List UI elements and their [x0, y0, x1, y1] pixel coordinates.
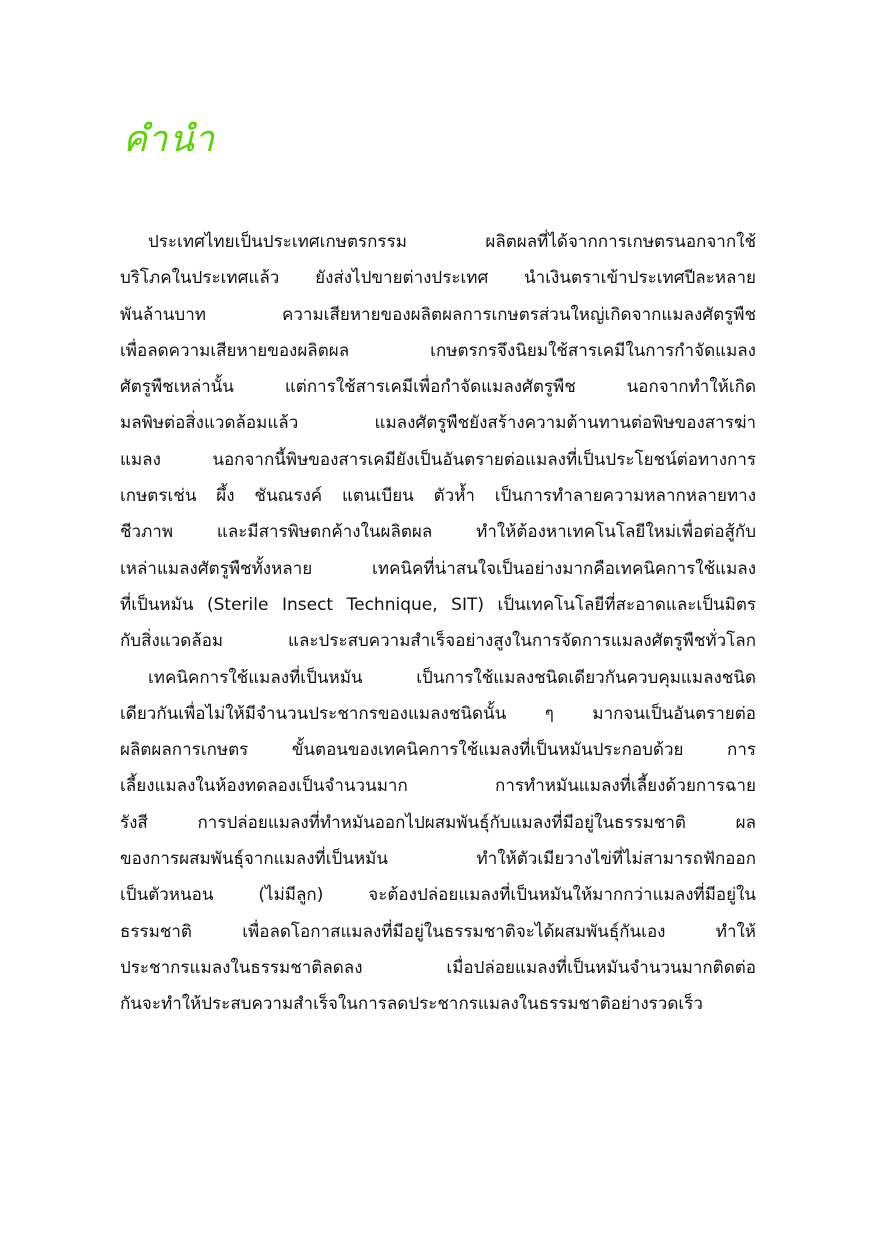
text-line: พันล้านบาท ความเสียหายของผลิตผลการเกษตรส่วนใหญ่เกิดจากแมลงศัตรูพืช [120, 304, 756, 325]
text-line: เทคนิคการใช้แมลงที่เป็นหมัน เป็นการใช้แมลงชนิดเดียวกันควบคุมแมลงชนิด [148, 667, 756, 688]
text-line: ที่เป็นหมัน (Sterile Insect Technique, SIT) เป็นเทคโนโลยีที่สะอาดและเป็นมิตร [120, 594, 756, 615]
text-line: เพื่อลดความเสียหายของผลิตผล เกษตรกรจึงนิยมใช้สารเคมีในการกำจัดแมลง [120, 340, 756, 361]
page-heading: คำนำ [123, 119, 217, 160]
text-line: ของการผสมพันธุ์จากแมลงที่เป็นหมัน ทำให้ตัวเมียวางไข่ที่ไม่สามารถฟักออก [120, 849, 756, 870]
text-line: ธรรมชาติ เพื่อลดโอกาสแมลงที่มีอยู่ในธรรมชาติจะได้ผสมพันธุ์กันเอง ทำให้ [120, 921, 756, 942]
text-line: มลพิษต่อสิ่งแวดล้อมแล้ว แมลงศัตรูพืชยังสร้างความต้านทานต่อพิษของสารฆ่า [120, 413, 756, 434]
text-line: กันจะทำให้ประสบความสำเร็จในการลดประชากรแมลงในธรรมชาติอย่างรวดเร็ว [120, 994, 703, 1015]
text-line: รังสี การปล่อยแมลงที่ทำหมันออกไปผสมพันธุ์กับแมลงที่มีอยู่ในธรรมชาติ ผล [120, 812, 756, 833]
text-line: กับสิ่งแวดล้อม และประสบความสำเร็จอย่างสูงในการจัดการแมลงศัตรูพืชทั่วโลก [120, 631, 756, 652]
text-line: เดียวกันเพื่อไม่ให้มีจำนวนประชากรของแมลงชนิดนั้น ๆ มากจนเป็นอันตรายต่อ [120, 703, 756, 724]
text-line: เกษตรเช่น ผึ้ง ชันณรงค์ แตนเบียน ตัวห้ำ เป็นการทำลายความหลากหลายทาง [120, 486, 756, 507]
text-line: ประชากรแมลงในธรรมชาติลดลง เมื่อปล่อยแมลงที่เป็นหมันจำนวนมากติดต่อ [120, 957, 756, 978]
document-body [120, 224, 756, 1023]
text-line: แมลง นอกจากนี้พิษของสารเคมียังเป็นอันตรายต่อแมลงที่เป็นประโยชน์ต่อทางการ [120, 449, 756, 470]
text-line: บริโภคในประเทศแล้ว ยังส่งไปขายต่างประเทศ นำเงินตราเข้าประเทศปีละหลาย [120, 268, 756, 289]
text-line: ศัตรูพืชเหล่านั้น แต่การใช้สารเคมีเพื่อกำจัดแมลงศัตรูพืช นอกจากทำให้เกิด [120, 377, 756, 398]
text-line: ผลิตผลการเกษตร ขั้นตอนของเทคนิคการใช้แมลงที่เป็นหมันประกอบด้วย การ [120, 740, 756, 761]
text-line: เป็นตัวหนอน (ไม่มีลูก) จะต้องปล่อยแมลงที่เป็นหมันให้มากกว่าแมลงที่มีอยู่ใน [120, 885, 756, 906]
text-line: เหล่าแมลงศัตรูพืชทั้งหลาย เทคนิคที่น่าสนใจเป็นอย่างมากคือเทคนิคการใช้แมลง [120, 558, 756, 579]
paragraph-2 [120, 660, 756, 1023]
paragraph-1 [120, 224, 756, 660]
text-line: ประเทศไทยเป็นประเทศเกษตรกรรม ผลิตผลที่ได้จากการเกษตรนอกจากใช้ [148, 232, 756, 252]
text-line: ชีวภาพ และมีสารพิษตกค้างในผลิตผล ทำให้ต้องหาเทคโนโลยีใหม่เพื่อต่อสู้กับ [120, 522, 756, 543]
text-line: เลี้ยงแมลงในห้องทดลองเป็นจำนวนมาก การทำหมันแมลงที่เลี้ยงด้วยการฉาย [120, 776, 756, 797]
